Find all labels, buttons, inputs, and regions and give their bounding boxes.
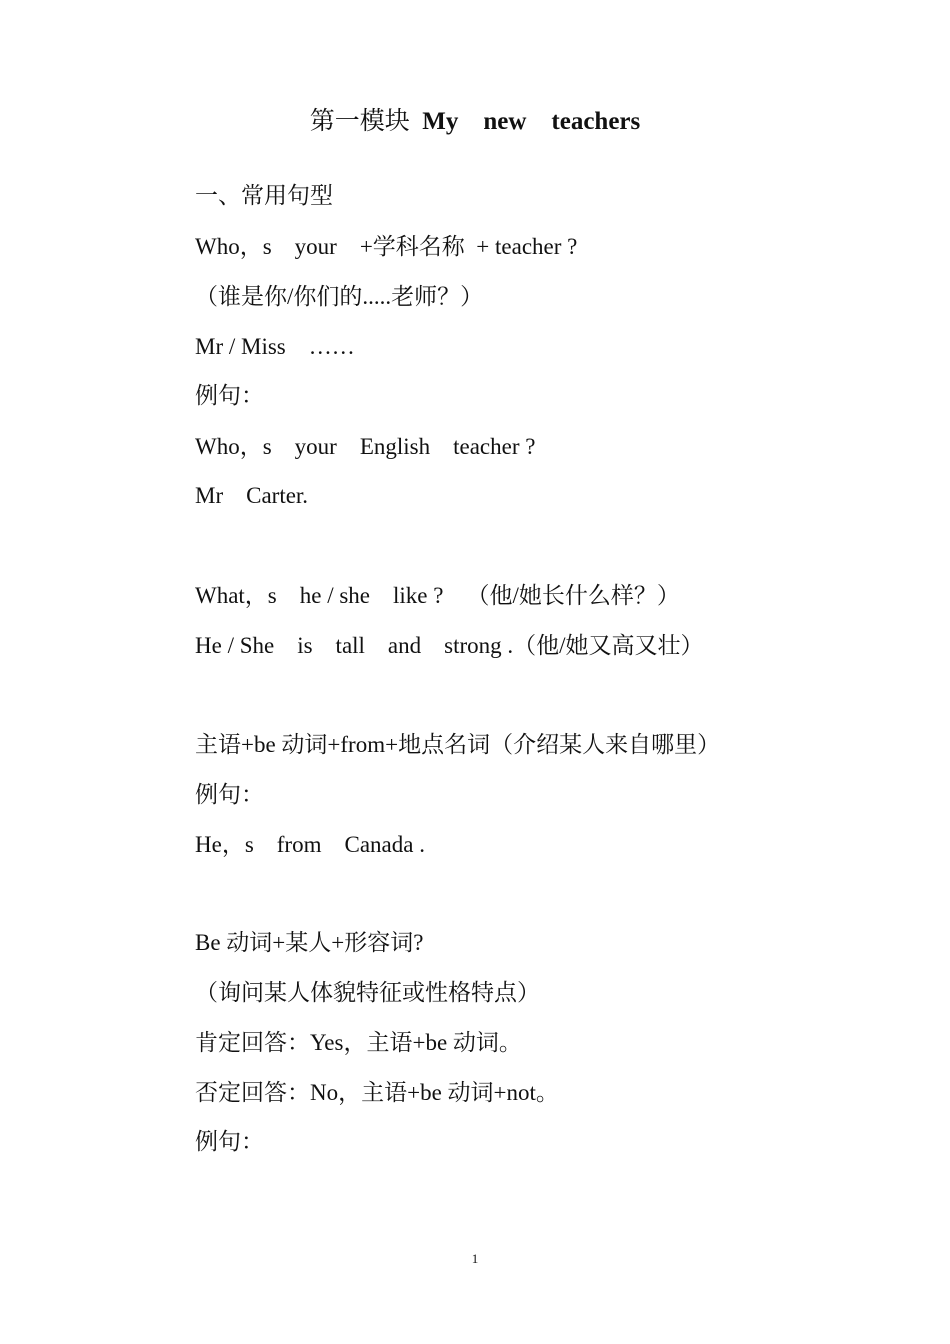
- example-label: 例句：: [195, 782, 264, 807]
- example-from-canada: He，s from Canada .: [195, 832, 425, 857]
- module-title-english: My new teachers: [422, 108, 641, 135]
- positive-answer: 肯定回答：Yes，主语+be 动词。: [195, 1030, 522, 1055]
- pattern-be-from: 主语+be 动词+from+地点名词（介绍某人来自哪里）: [195, 732, 721, 757]
- module-title-chinese: 第一模块: [309, 108, 423, 135]
- example-question: Who，s your English teacher ?: [195, 434, 536, 459]
- pattern-be-adjective: Be 动词+某人+形容词?: [195, 930, 424, 955]
- negative-answer: 否定回答：No，主语+be 动词+not。: [195, 1080, 559, 1105]
- section-heading: 一、常用句型: [195, 183, 333, 208]
- example-label: 例句：: [195, 383, 264, 408]
- example-answer: Mr Carter.: [195, 483, 309, 508]
- page-number: 1: [471, 1251, 479, 1266]
- pattern-who-teacher: Who，s your +学科名称 + teacher ?: [195, 234, 578, 259]
- pattern-what-like: What，s he / she like ? （他/她长什么样？）: [195, 583, 680, 608]
- example-label: 例句：: [195, 1129, 264, 1154]
- pattern-who-teacher-answer: Mr / Miss ……: [195, 334, 355, 359]
- pattern-what-like-answer: He / She is tall and strong .（他/她又高又壮）: [195, 633, 704, 658]
- pattern-who-teacher-translation: （谁是你/你们的.....老师？）: [195, 284, 484, 309]
- pattern-be-adjective-explanation: （询问某人体貌特征或性格特点）: [195, 980, 540, 1005]
- module-title: [0, 104, 950, 140]
